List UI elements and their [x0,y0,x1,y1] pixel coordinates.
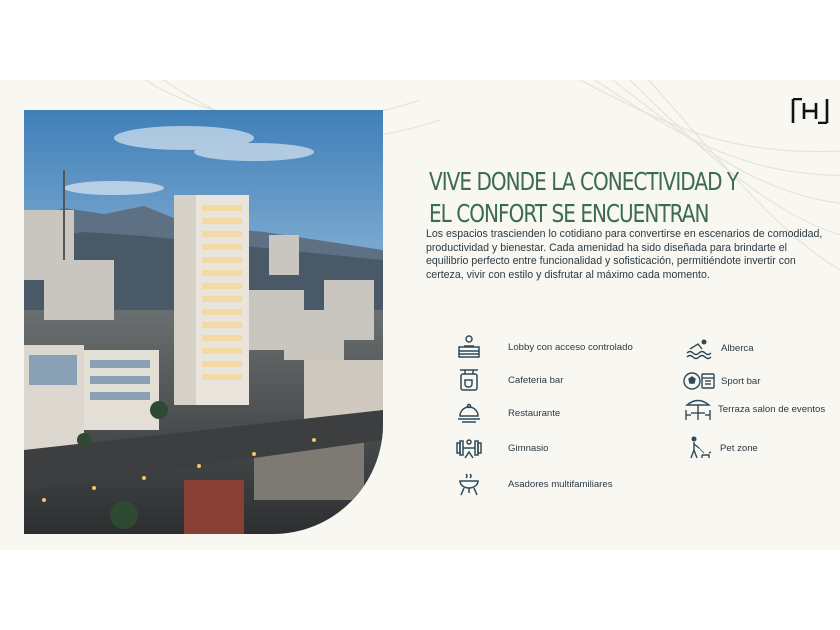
building-rendering-photo [24,110,383,534]
amenity-label: Alberca [721,342,754,354]
serving-cloche-icon [456,400,482,426]
amenity-label: Lobby con acceso controlado [508,341,633,353]
reception-desk-icon [456,334,482,360]
amenity-pet-zone [686,435,758,461]
amenity-sport-bar [682,368,760,394]
grill-icon [456,471,482,497]
amenity-label: Terraza salon de eventos [718,403,826,415]
person-with-dog-icon [686,435,712,461]
amenity-alberca [686,335,754,361]
amenity-label: Pet zone [720,442,758,454]
amenity-label: Asadores multifamiliares [508,478,613,490]
soccer-ball-icon [682,368,716,394]
presentation-slide [0,80,840,550]
amenity-terraza [684,396,825,422]
dumbbell-icon [456,435,482,461]
amenity-label: Gimnasio [508,442,549,454]
terrace-umbrella-icon [684,396,712,422]
description-paragraph: Los espacios trascienden lo cotidiano para convertirse en escenarios de comodidad, productividad y bienestar. Cada amenidad ha sido diseñada para brindarte el equilibrio perfecto entre funcionalidad y sofisticación, permitiéndote invertir con certeza, vivir con estilo y disfrutar al máximo cada momento. [426,228,823,281]
coffee-sign-icon [456,367,482,393]
amenity-gimnasio [456,435,549,461]
amenity-label: Sport bar [721,375,761,387]
headline-line-2: EL CONFORT SE ENCUENTRAN [429,199,709,228]
amenity-cafeteria [456,367,563,393]
headline [429,166,739,230]
wh-monogram-logo [790,98,830,124]
headline-line-1: VIVE DONDE LA CONECTIVIDAD Y [429,167,739,196]
amenity-label: Cafeteria bar [508,374,564,386]
amenity-restaurante [456,400,560,426]
amenity-label: Restaurante [508,407,561,419]
swimmer-icon [686,335,712,361]
amenity-asadores [456,471,613,497]
amenity-lobby [456,334,633,360]
